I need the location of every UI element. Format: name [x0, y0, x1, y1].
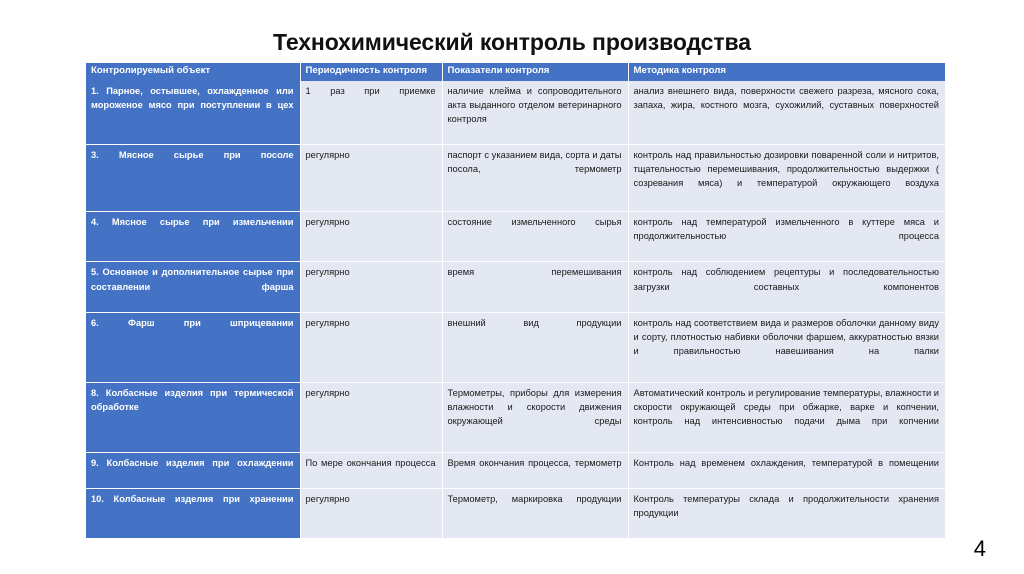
cell-controlled-object [86, 212, 300, 262]
table-row [86, 382, 945, 452]
cell-controlled-object-text: 4. Мясное сырье при измельчении [91, 217, 294, 228]
cell-control-frequency [300, 145, 442, 212]
cell-controlled-object [86, 81, 300, 145]
cell-control-method-text: Контроль температуры склада и продолжительности хранения продукции [633, 494, 939, 519]
cell-control-method-text: контроль над соблюдением рецептуры и последовательностью загрузки составных компонентов [633, 267, 939, 292]
cell-control-indicators [442, 312, 628, 382]
cell-control-indicators-text: состояние измельченного сырья [447, 217, 622, 228]
table-row [86, 145, 945, 212]
table-row [86, 262, 945, 312]
cell-control-method [628, 262, 945, 312]
cell-control-indicators [442, 262, 628, 312]
cell-control-method-text: контроль над правильностью дозировки поваренной соли и нитритов, тщательностью перемешивания, продолжительностью выдержки ( созревания мяса) и температурой окружающего воздуха [633, 150, 939, 189]
cell-control-method-text: контроль над соответствием вида и размеров оболочки данному виду и сорту, плотностью набивки оболочки фаршем, аккуратностью вязки и правильностью навешивания на палки [633, 317, 939, 357]
slide-page-number: 4 [973, 536, 986, 561]
page-title: Технохимический контроль производства [273, 29, 751, 55]
table-header-row [86, 63, 945, 81]
cell-control-indicators [442, 145, 628, 212]
cell-control-frequency [300, 81, 442, 145]
cell-control-frequency-text: регулярно [305, 317, 350, 328]
cell-control-indicators [442, 489, 628, 539]
cell-control-method [628, 212, 945, 262]
table-row [86, 212, 945, 262]
cell-control-method [628, 145, 945, 212]
cell-control-frequency [300, 212, 442, 262]
cell-control-indicators [442, 81, 628, 145]
cell-control-indicators-text: время перемешивания [447, 267, 622, 278]
cell-control-method [628, 81, 945, 145]
cell-control-frequency-text: регулярно [305, 494, 350, 505]
cell-control-indicators-text: наличие клейма и сопроводительного акта выданного отделом ветеринарного контроля [447, 85, 622, 124]
cell-control-indicators-text: паспорт с указанием вида, сорта и даты посола, термометр [447, 150, 622, 175]
cell-control-method-text: анализ внешнего вида, поверхности свежего разреза, мясного сока, запаха, жира, костного мозга, сухожилий, суставных поверхностей [633, 85, 939, 110]
column-header-indicators: Показатели контроля [442, 63, 628, 81]
cell-control-frequency [300, 452, 442, 488]
cell-control-method [628, 452, 945, 488]
cell-control-indicators [442, 382, 628, 452]
table-row [86, 312, 945, 382]
cell-control-frequency [300, 382, 442, 452]
cell-controlled-object [86, 452, 300, 488]
cell-control-frequency-text: регулярно [305, 150, 350, 161]
table-body [86, 81, 945, 539]
cell-control-frequency-text: регулярно [305, 387, 350, 398]
cell-controlled-object [86, 145, 300, 212]
cell-controlled-object-text: 5. Основное и дополнительное сырье при составлении фарша [91, 267, 294, 292]
cell-controlled-object-text: 9. Колбасные изделия при охлаждении [91, 457, 294, 468]
cell-control-frequency [300, 262, 442, 312]
cell-control-indicators-text: Термометр, маркировка продукции [447, 494, 622, 505]
table-row [86, 489, 945, 539]
cell-control-indicators-text: Термометры, приборы для измерения влажности и скорости движения окружающей среды [447, 387, 622, 427]
cell-controlled-object-text: 8. Колбасные изделия при термической обработке [91, 387, 294, 412]
cell-control-frequency-text: 1 раз при приемке [305, 85, 436, 96]
cell-control-method [628, 312, 945, 382]
cell-controlled-object-text: 1. Парное, остывшее, охлажденное или мороженое мясо при поступлении в цех [91, 85, 294, 110]
cell-controlled-object [86, 312, 300, 382]
cell-controlled-object-text: 3. Мясное сырье при посоле [91, 150, 294, 161]
table-row [86, 81, 945, 145]
cell-control-frequency [300, 312, 442, 382]
cell-control-method-text: контроль над температурой измельченного в куттере мяса и продолжительностью процесса [633, 217, 939, 242]
cell-control-method-text: Автоматический контроль и регулирование температуры, влажности и скорости окружающей среды при обжарке, варке и копчении, контроль над интенсивностью подачи дыма при копчении [633, 387, 939, 427]
column-header-frequency: Периодичность контроля [300, 63, 442, 81]
table-header [86, 63, 945, 81]
cell-controlled-object [86, 262, 300, 312]
column-header-object: Контролируемый объект [86, 63, 300, 81]
cell-control-indicators-text: внешний вид продукции [447, 317, 622, 328]
techno-chemical-control-table [86, 63, 945, 539]
cell-control-indicators [442, 452, 628, 488]
cell-control-frequency-text: регулярно [305, 267, 350, 278]
cell-control-method [628, 382, 945, 452]
cell-control-method [628, 489, 945, 539]
cell-controlled-object [86, 382, 300, 452]
cell-controlled-object-text: 10. Колбасные изделия при хранении [91, 494, 294, 505]
techno-chemical-control-table-wrapper [86, 63, 945, 539]
cell-control-indicators-text: Время окончания процесса, термометр [447, 457, 622, 468]
cell-controlled-object-text: 6. Фарш при шприцевании [91, 317, 294, 328]
cell-controlled-object [86, 489, 300, 539]
column-header-method: Методика контроля [628, 63, 945, 81]
cell-control-method-text: Контроль над временем охлаждения, температурой в помещении [633, 457, 939, 468]
cell-control-frequency-text: регулярно [305, 217, 350, 228]
cell-control-indicators [442, 212, 628, 262]
table-row [86, 452, 945, 488]
cell-control-frequency [300, 489, 442, 539]
cell-control-frequency-text: По мере окончания процесса [305, 457, 436, 468]
